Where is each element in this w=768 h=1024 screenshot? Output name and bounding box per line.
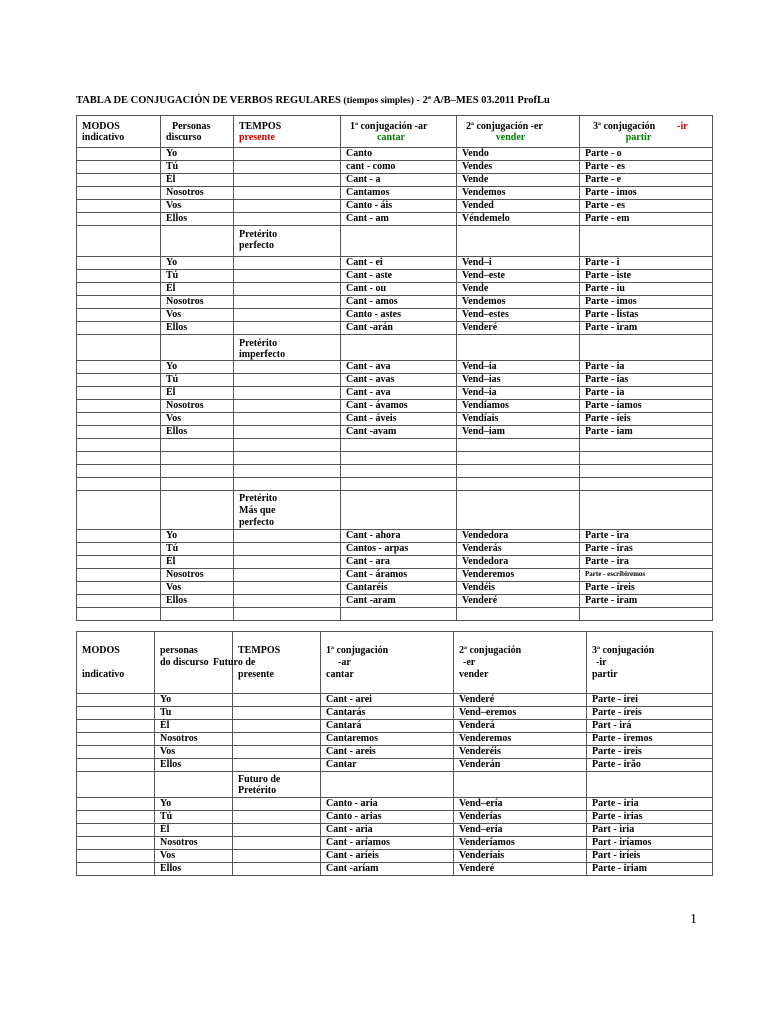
header-conj3: 3ª conjugación -ir partir	[580, 116, 713, 148]
conj2-cell: Vended	[457, 200, 580, 213]
conj1-cell: Cant - a	[341, 174, 457, 187]
empty-cell	[77, 361, 161, 374]
tempo-cell	[234, 270, 341, 283]
conj1-cell: Cant - ava	[341, 387, 457, 400]
conj3-cell: Parte - íamos	[580, 400, 713, 413]
empty-cell	[77, 556, 161, 569]
conj2-cell: Venderemos	[457, 569, 580, 582]
person-cell: Nosotros	[155, 733, 233, 746]
person-cell: Él	[161, 556, 234, 569]
empty-cell	[77, 387, 161, 400]
conj2-cell: Venderá	[454, 720, 587, 733]
tempo-cell	[233, 798, 321, 811]
empty-cell	[77, 270, 161, 283]
table-row	[77, 200, 713, 213]
conjugation-table-1	[76, 115, 713, 621]
tempo-cell	[233, 759, 321, 772]
section-imperfecto	[77, 361, 713, 439]
conj1-cell: Cantará	[321, 720, 454, 733]
table-row	[77, 413, 713, 426]
table-row	[77, 400, 713, 413]
empty-cell	[77, 582, 161, 595]
conj1-cell: Canto - arias	[321, 811, 454, 824]
person-cell: Nosotros	[161, 296, 234, 309]
conj2-cell: Véndemelo	[457, 213, 580, 226]
conj3-cell: Parte - es	[580, 200, 713, 213]
section-label-row	[77, 226, 713, 257]
tempo-cell	[233, 746, 321, 759]
empty-cell	[77, 595, 161, 608]
person-cell: Nosotros	[161, 187, 234, 200]
conj2-cell: Venderé	[454, 863, 587, 876]
conj1-cell: Cantos - arpas	[341, 543, 457, 556]
tempo-cell	[234, 582, 341, 595]
table-row	[77, 569, 713, 582]
title-main: TABLA DE CONJUGACIÓN DE VERBOS REGULARES	[76, 95, 341, 106]
conj1-cell: Cant - areis	[321, 746, 454, 759]
tempo-cell	[233, 837, 321, 850]
table-row	[77, 426, 713, 439]
conj2-cell: Vendedora	[457, 556, 580, 569]
tempo-cell	[234, 361, 341, 374]
header-tempos: TEMPOS presente	[234, 116, 341, 148]
tempo-cell	[233, 863, 321, 876]
person-cell: Yo	[155, 694, 233, 707]
conj3-cell: Part - irá	[587, 720, 713, 733]
conj3-cell: Part - iria	[587, 824, 713, 837]
table-row	[77, 694, 713, 707]
conj2-cell: Vend–eremos	[454, 707, 587, 720]
person-cell: Yo	[161, 530, 234, 543]
title-rest: - 2ª A/B–MES 03.2011 ProfLu	[413, 95, 550, 106]
table-row	[77, 824, 713, 837]
section-mas-que-perfecto	[77, 530, 713, 608]
tempo-cell	[233, 694, 321, 707]
conj2-cell: Vende	[457, 174, 580, 187]
table-row	[77, 811, 713, 824]
table-row	[77, 161, 713, 174]
table-row	[77, 759, 713, 772]
empty-cell	[77, 322, 161, 335]
empty-cell	[77, 174, 161, 187]
conj1-cell: Cant - aríeis	[321, 850, 454, 863]
conj1-cell: cant - como	[341, 161, 457, 174]
empty-cell	[77, 824, 155, 837]
empty-cell	[77, 720, 155, 733]
person-cell: Ellos	[161, 213, 234, 226]
person-cell: Yo	[155, 798, 233, 811]
section-label-row	[77, 335, 713, 361]
empty-cell	[77, 863, 155, 876]
conj3-cell: Parte - ias	[580, 374, 713, 387]
conj3-cell: Parte - irei	[587, 694, 713, 707]
empty-cell	[77, 694, 155, 707]
conj3-cell: Parte - iu	[580, 283, 713, 296]
conj2-cell: Vend–ias	[457, 374, 580, 387]
empty-cell	[77, 426, 161, 439]
person-cell: Nosotros	[161, 400, 234, 413]
conj2-cell: Venderás	[457, 543, 580, 556]
header-conj1: 1ª conjugación -ar cantar	[321, 632, 454, 694]
conj3-cell: Parte - iram	[580, 595, 713, 608]
conj1-cell: Cant -avam	[341, 426, 457, 439]
conj3-cell: Parte - iriam	[587, 863, 713, 876]
table-row	[77, 582, 713, 595]
conj1-cell: Cant - arei	[321, 694, 454, 707]
tempo-cell	[234, 387, 341, 400]
header-conj2: 2ª conjugación -er vender	[454, 632, 587, 694]
tempo-cell	[234, 187, 341, 200]
conj3-cell: Part - iríeis	[587, 850, 713, 863]
table-row	[77, 296, 713, 309]
tempo-cell	[234, 309, 341, 322]
person-cell: Él	[161, 174, 234, 187]
person-cell: Él	[161, 387, 234, 400]
person-cell: Vos	[155, 850, 233, 863]
table-row	[77, 148, 713, 161]
conj2-cell: Venderán	[454, 759, 587, 772]
conj3-cell: Parte - ireis	[587, 746, 713, 759]
empty-row	[77, 452, 713, 465]
header-modos: MODOS indicativo	[77, 116, 161, 148]
person-cell: Vos	[161, 200, 234, 213]
conj3-cell: Parte - iram	[580, 322, 713, 335]
conj1-cell: Cant - ávamos	[341, 400, 457, 413]
conj3-cell: Parte - iria	[587, 798, 713, 811]
table2-header-row	[77, 632, 713, 694]
conj2-cell: Venderemos	[454, 733, 587, 746]
conj1-cell: Cant - ou	[341, 283, 457, 296]
tempo-cell	[234, 543, 341, 556]
conj1-cell: Cant - am	[341, 213, 457, 226]
empty-row	[77, 608, 713, 621]
conjugation-table-2	[76, 631, 713, 876]
table-row	[77, 746, 713, 759]
conj1-cell: Cantarás	[321, 707, 454, 720]
person-cell: Ellos	[161, 595, 234, 608]
person-cell: Vos	[161, 309, 234, 322]
table-row	[77, 556, 713, 569]
person-cell: Ellos	[161, 426, 234, 439]
table-row	[77, 595, 713, 608]
person-cell: Tú	[161, 543, 234, 556]
conj2-cell: Vendemos	[457, 187, 580, 200]
conj2-cell: Vendo	[457, 148, 580, 161]
empty-cell	[77, 798, 155, 811]
tempo-cell	[234, 400, 341, 413]
empty-cell	[77, 746, 155, 759]
empty-cell	[77, 759, 155, 772]
section-presente	[77, 148, 713, 226]
person-cell: Él	[155, 824, 233, 837]
conj3-cell: Parte - ia	[580, 361, 713, 374]
conj2-cell: Vendéis	[457, 582, 580, 595]
conj1-cell: Cant -aríam	[321, 863, 454, 876]
conj2-cell: Venderías	[454, 811, 587, 824]
empty-cell	[77, 283, 161, 296]
tempo-cell	[234, 174, 341, 187]
conj2-cell: Venderéis	[454, 746, 587, 759]
conj1-cell: Cantaremos	[321, 733, 454, 746]
empty-cell	[77, 296, 161, 309]
conj2-cell: Vend–ia	[457, 361, 580, 374]
table-row	[77, 270, 713, 283]
empty-cell	[77, 850, 155, 863]
table-row	[77, 530, 713, 543]
conj2-cell: Venderíamos	[454, 837, 587, 850]
conj3-cell: Parte - iste	[580, 270, 713, 283]
person-cell: Vos	[161, 582, 234, 595]
person-cell: Nosotros	[155, 837, 233, 850]
tempo-cell	[234, 413, 341, 426]
conj3-cell: Parte - em	[580, 213, 713, 226]
tempo-cell	[234, 426, 341, 439]
empty-cell	[77, 257, 161, 270]
conj1-cell: Canto	[341, 148, 457, 161]
conj2-cell: Venderíais	[454, 850, 587, 863]
person-cell: Tú	[155, 811, 233, 824]
conj2-cell: Vend–iam	[457, 426, 580, 439]
empty-row	[77, 439, 713, 452]
header-tempos: TEMPOS Futuro de presente	[233, 632, 321, 694]
person-cell: Vos	[161, 413, 234, 426]
label-preterito-imperfecto: Pretérito imperfecto	[234, 335, 341, 361]
tempo-cell	[234, 161, 341, 174]
conj1-cell: Cant - aste	[341, 270, 457, 283]
empty-cell	[77, 733, 155, 746]
tempo-cell	[234, 296, 341, 309]
empty-cell	[77, 811, 155, 824]
person-cell: Tu	[155, 707, 233, 720]
table-row	[77, 187, 713, 200]
person-cell: Ellos	[155, 863, 233, 876]
table-row	[77, 837, 713, 850]
label-preterito-mas-que-perfecto: Pretérito Más que perfecto	[234, 491, 341, 530]
conj3-cell: Parte - iras	[580, 543, 713, 556]
page-number: 1	[690, 912, 697, 927]
header-conj1: 1ª conjugación -ar cantar	[341, 116, 457, 148]
table-row	[77, 798, 713, 811]
table-row	[77, 283, 713, 296]
conj2-cell: Vendemos	[457, 296, 580, 309]
tempo-cell	[233, 824, 321, 837]
empty-cell	[77, 309, 161, 322]
conj3-cell: Parte - iremos	[587, 733, 713, 746]
table-row	[77, 174, 713, 187]
tempo-cell	[234, 148, 341, 161]
tempo-cell	[234, 322, 341, 335]
empty-cell	[77, 569, 161, 582]
conj3-cell: Parte - íreis	[587, 707, 713, 720]
tempo-cell	[233, 720, 321, 733]
table-row	[77, 543, 713, 556]
conj1-cell: Canto - astes	[341, 309, 457, 322]
empty-row	[77, 465, 713, 478]
tempo-cell	[233, 850, 321, 863]
person-cell: Tú	[161, 161, 234, 174]
conj1-cell: Cantamos	[341, 187, 457, 200]
conj2-cell: Vendedora	[457, 530, 580, 543]
empty-cell	[77, 374, 161, 387]
conj3-cell: Parte - i	[580, 257, 713, 270]
empty-cell	[77, 400, 161, 413]
conj1-cell: Cant - áramos	[341, 569, 457, 582]
conj2-cell: Venderé	[457, 322, 580, 335]
conj3-cell: Parte - listas	[580, 309, 713, 322]
person-cell: Tú	[161, 270, 234, 283]
table1-header-row	[77, 116, 713, 148]
conj3-cell: Parte - irão	[587, 759, 713, 772]
conj1-cell: Cant - ara	[341, 556, 457, 569]
conj1-cell: Cant - áveis	[341, 413, 457, 426]
conj3-cell: Parte - o	[580, 148, 713, 161]
conj1-cell: Cant - amos	[341, 296, 457, 309]
conj2-cell: Vend–estes	[457, 309, 580, 322]
conj3-cell: Parte - íeis	[580, 413, 713, 426]
header-personas: Personas discurso	[161, 116, 234, 148]
conj2-cell: Venderé	[457, 595, 580, 608]
tempo-cell	[234, 595, 341, 608]
conj3-cell: Part - iríamos	[587, 837, 713, 850]
empty-cell	[77, 530, 161, 543]
table-row	[77, 322, 713, 335]
conj1-cell: Cant -aram	[341, 595, 457, 608]
conj3-cell: Parte - irias	[587, 811, 713, 824]
person-cell: Yo	[161, 257, 234, 270]
page-title	[76, 95, 716, 107]
table-row	[77, 707, 713, 720]
empty-cell	[77, 543, 161, 556]
person-cell: Yo	[161, 361, 234, 374]
table-row	[77, 257, 713, 270]
table-row	[77, 720, 713, 733]
table-row	[77, 387, 713, 400]
empty-cell	[77, 707, 155, 720]
empty-cell	[77, 837, 155, 850]
conj2-cell: Vende	[457, 283, 580, 296]
section-futuro-preterito	[77, 798, 713, 876]
tempo-cell	[234, 257, 341, 270]
conj1-cell: Canto - aria	[321, 798, 454, 811]
tempo-cell	[234, 569, 341, 582]
conj2-cell: Vend–este	[457, 270, 580, 283]
conj1-cell: Cant - ahora	[341, 530, 457, 543]
header-conj2: 2ª conjugación -er vender	[457, 116, 580, 148]
person-cell: Ellos	[161, 322, 234, 335]
conj1-cell: Cant - aria	[321, 824, 454, 837]
conj1-cell: Cantar	[321, 759, 454, 772]
empty-row	[77, 478, 713, 491]
conj2-cell: Vend–ería	[454, 824, 587, 837]
conj2-cell: Vend–ia	[457, 387, 580, 400]
section-label-row	[77, 491, 713, 530]
section-futuro-presente	[77, 694, 713, 772]
tempo-cell	[234, 213, 341, 226]
table-row	[77, 733, 713, 746]
tempo-cell	[234, 530, 341, 543]
conj1-cell: Cant - avas	[341, 374, 457, 387]
conj1-cell: Cantaréis	[341, 582, 457, 595]
conj3-cell: Parte - es	[580, 161, 713, 174]
tempo-cell	[233, 811, 321, 824]
section-perfecto	[77, 257, 713, 335]
conj1-cell: Cant - ava	[341, 361, 457, 374]
tempo-cell	[233, 733, 321, 746]
conj3-cell: Parte - iam	[580, 426, 713, 439]
conj3-cell: Parte - escribiremos	[580, 569, 713, 582]
person-cell: Vos	[155, 746, 233, 759]
tempo-cell	[234, 556, 341, 569]
tempo-cell	[234, 283, 341, 296]
conj1-cell: Canto - áis	[341, 200, 457, 213]
empty-cell	[77, 161, 161, 174]
header-personas: personas do discurso	[155, 632, 233, 694]
person-cell: Él	[155, 720, 233, 733]
person-cell: Ellos	[155, 759, 233, 772]
empty-cell	[77, 213, 161, 226]
conj3-cell: Parte - imos	[580, 187, 713, 200]
table-row	[77, 850, 713, 863]
section-label-row	[77, 772, 713, 798]
person-cell: Nosotros	[161, 569, 234, 582]
table-row	[77, 309, 713, 322]
conj3-cell: Parte - ira	[580, 556, 713, 569]
empty-cell	[77, 200, 161, 213]
header-conj3: 3ª conjugación -ir partir	[587, 632, 713, 694]
person-cell: Él	[161, 283, 234, 296]
tempo-cell	[234, 200, 341, 213]
person-cell: Tú	[161, 374, 234, 387]
table-row	[77, 374, 713, 387]
conj1-cell: Cant - aríamos	[321, 837, 454, 850]
conj2-cell: Vend–i	[457, 257, 580, 270]
table-row	[77, 213, 713, 226]
label-preterito-perfecto: Pretérito perfecto	[234, 226, 341, 257]
conj3-cell: Parte - íreis	[580, 582, 713, 595]
empty-cell	[77, 187, 161, 200]
person-cell: Yo	[161, 148, 234, 161]
header-modos: MODOS indicativo	[77, 632, 155, 694]
tempo-cell	[234, 374, 341, 387]
conj3-cell: Parte - imos	[580, 296, 713, 309]
conj1-cell: Cant -arán	[341, 322, 457, 335]
label-futuro-de-preterito: Futuro de Pretérito	[233, 772, 321, 798]
conj2-cell: Vendes	[457, 161, 580, 174]
conj3-cell: Parte - ia	[580, 387, 713, 400]
conj3-cell: Parte - ira	[580, 530, 713, 543]
empty-cell	[77, 413, 161, 426]
empty-cell	[77, 148, 161, 161]
table-row	[77, 361, 713, 374]
title-paren: (tiempos simples)	[343, 96, 414, 106]
tempo-cell	[233, 707, 321, 720]
conj2-cell: Vend–ería	[454, 798, 587, 811]
conj2-cell: Vendíamos	[457, 400, 580, 413]
table-row	[77, 863, 713, 876]
conj3-cell: Parte - e	[580, 174, 713, 187]
conj2-cell: Vendíais	[457, 413, 580, 426]
conj1-cell: Cant - ei	[341, 257, 457, 270]
conj2-cell: Venderé	[454, 694, 587, 707]
